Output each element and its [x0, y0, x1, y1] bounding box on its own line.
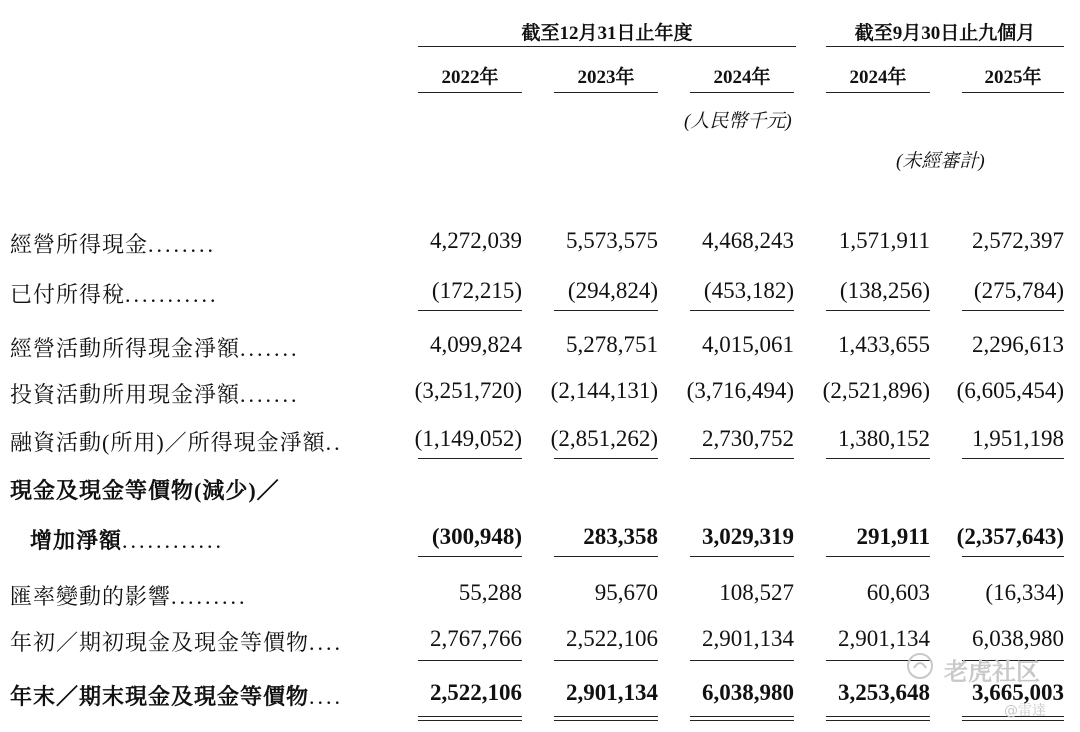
cell-net-change-2024: 3,029,319	[702, 524, 794, 549]
cell-financing-net-2023: (2,851,262)	[550, 426, 658, 451]
cell-fx-effect-9m2024: 60,603	[866, 580, 930, 605]
cell-investing-net-2022: (3,251,720)	[414, 378, 522, 403]
cell-operating-cash-9m2024: 1,571,911	[838, 228, 930, 253]
year-header-3: 2024年	[713, 67, 771, 88]
unit-note: (人民幣千元)	[684, 111, 792, 132]
year-header-4-rule	[826, 92, 930, 93]
total-double-rule	[690, 716, 794, 721]
cell-fx-effect-2022: 55,288	[458, 580, 522, 605]
year-header-2: 2023年	[577, 67, 635, 88]
cell-financing-net-2022: (1,149,052)	[414, 426, 522, 451]
total-double-rule	[418, 716, 522, 721]
cell-net-change-2023: 283,358	[583, 524, 658, 549]
subtotal-rule	[826, 310, 930, 311]
header-group-nine-months: 截至9月30日止九個月	[854, 23, 1036, 44]
cell-financing-net-9m2024: 1,380,152	[838, 426, 930, 451]
header-group-annual: 截至12月31日止年度	[521, 23, 693, 44]
subtotal-rule	[418, 310, 522, 311]
subtotal-rule	[554, 310, 658, 311]
total-double-rule	[826, 716, 930, 721]
year-header-1-rule	[418, 92, 522, 93]
row-label-net-change-line1: 現金及現金等價物(減少)／	[10, 478, 280, 503]
subtotal-rule	[554, 660, 658, 661]
subtotal-rule	[690, 556, 794, 557]
cell-ending-cash-2022: 2,522,106	[430, 680, 522, 705]
row-label-investing-net: 投資活動所用現金淨額.......	[10, 382, 300, 407]
row-label-fx-effect: 匯率變動的影響.........	[10, 584, 248, 609]
cell-financing-net-9m2025: 1,951,198	[972, 426, 1064, 451]
subtotal-rule	[418, 660, 522, 661]
year-header-2-rule	[554, 92, 658, 93]
cell-operating-net-2023: 5,278,751	[566, 332, 658, 357]
cell-fx-effect-2024: 108,527	[719, 580, 794, 605]
year-header-3-rule	[690, 92, 794, 93]
cell-income-tax-9m2025: (275,784)	[973, 278, 1064, 303]
subtotal-rule	[554, 458, 658, 459]
cell-net-change-9m2025: (2,357,643)	[956, 524, 1064, 549]
row-label-income-tax: 已付所得稅...........	[10, 282, 219, 307]
cell-beginning-cash-2024: 2,901,134	[702, 626, 794, 651]
subtotal-rule	[962, 310, 1064, 311]
row-label-beginning-cash: 年初／期初現金及現金等價物....	[10, 630, 344, 655]
cell-income-tax-2024: (453,182)	[703, 278, 794, 303]
subtotal-rule	[826, 556, 930, 557]
cell-ending-cash-2023: 2,901,134	[566, 680, 658, 705]
cell-beginning-cash-9m2024: 2,901,134	[838, 626, 930, 651]
watermark-user: @雷達	[1004, 703, 1046, 719]
subtotal-rule	[826, 458, 930, 459]
cell-income-tax-2023: (294,824)	[567, 278, 658, 303]
cell-income-tax-2022: (172,215)	[431, 278, 522, 303]
cell-operating-net-2022: 4,099,824	[430, 332, 522, 357]
subtotal-rule	[418, 556, 522, 557]
total-double-rule	[554, 716, 658, 721]
cell-operating-net-9m2024: 1,433,655	[838, 332, 930, 357]
year-header-1: 2022年	[441, 67, 499, 88]
cell-investing-net-9m2024: (2,521,896)	[822, 378, 930, 403]
header-group-nine-months-rule	[826, 46, 1064, 47]
subtotal-rule	[554, 556, 658, 557]
unaudited-note: (未經審計)	[896, 151, 985, 172]
watermark-brand: 老虎社区	[944, 658, 1040, 686]
header-group-annual-rule	[418, 46, 796, 47]
cell-operating-cash-9m2025: 2,572,397	[972, 228, 1064, 253]
cell-net-change-2022: (300,948)	[431, 524, 522, 549]
row-label-operating-net: 經營活動所得現金淨額.......	[10, 336, 300, 361]
cell-beginning-cash-2023: 2,522,106	[566, 626, 658, 651]
subtotal-rule	[962, 458, 1064, 459]
row-label-financing-net: 融資活動(所用)／所得現金淨額..	[10, 430, 343, 455]
cell-ending-cash-9m2024: 3,253,648	[838, 680, 930, 705]
cell-ending-cash-2024: 6,038,980	[702, 680, 794, 705]
cell-income-tax-9m2024: (138,256)	[839, 278, 930, 303]
row-label-ending-cash: 年末／期末現金及現金等價物....	[10, 684, 344, 709]
subtotal-rule	[962, 556, 1064, 557]
tiger-logo-icon	[906, 652, 934, 680]
cell-operating-cash-2022: 4,272,039	[430, 228, 522, 253]
row-label-net-change-line2: 增加淨額............	[30, 528, 225, 553]
cell-operating-net-9m2025: 2,296,613	[972, 332, 1064, 357]
cell-investing-net-2023: (2,144,131)	[550, 378, 658, 403]
subtotal-rule	[418, 458, 522, 459]
cell-beginning-cash-2022: 2,767,766	[430, 626, 522, 651]
cell-beginning-cash-9m2025: 6,038,980	[972, 626, 1064, 651]
cell-net-change-9m2024: 291,911	[856, 524, 930, 549]
cell-financing-net-2024: 2,730,752	[702, 426, 794, 451]
subtotal-rule	[690, 660, 794, 661]
subtotal-rule	[690, 458, 794, 459]
year-header-5-rule	[962, 92, 1064, 93]
cell-ending-cash-9m2025: 3,665,003	[972, 680, 1064, 705]
cell-fx-effect-2023: 95,670	[594, 580, 658, 605]
cell-investing-net-2024: (3,716,494)	[686, 378, 794, 403]
year-header-4: 2024年	[849, 67, 907, 88]
cell-investing-net-9m2025: (6,605,454)	[956, 378, 1064, 403]
cell-operating-cash-2024: 4,468,243	[702, 228, 794, 253]
year-header-5: 2025年	[984, 67, 1042, 88]
subtotal-rule	[690, 310, 794, 311]
row-label-operating-cash: 經營所得現金........	[10, 232, 217, 257]
cell-operating-net-2024: 4,015,061	[702, 332, 794, 357]
cell-fx-effect-9m2025: (16,334)	[985, 580, 1064, 605]
cell-operating-cash-2023: 5,573,575	[566, 228, 658, 253]
